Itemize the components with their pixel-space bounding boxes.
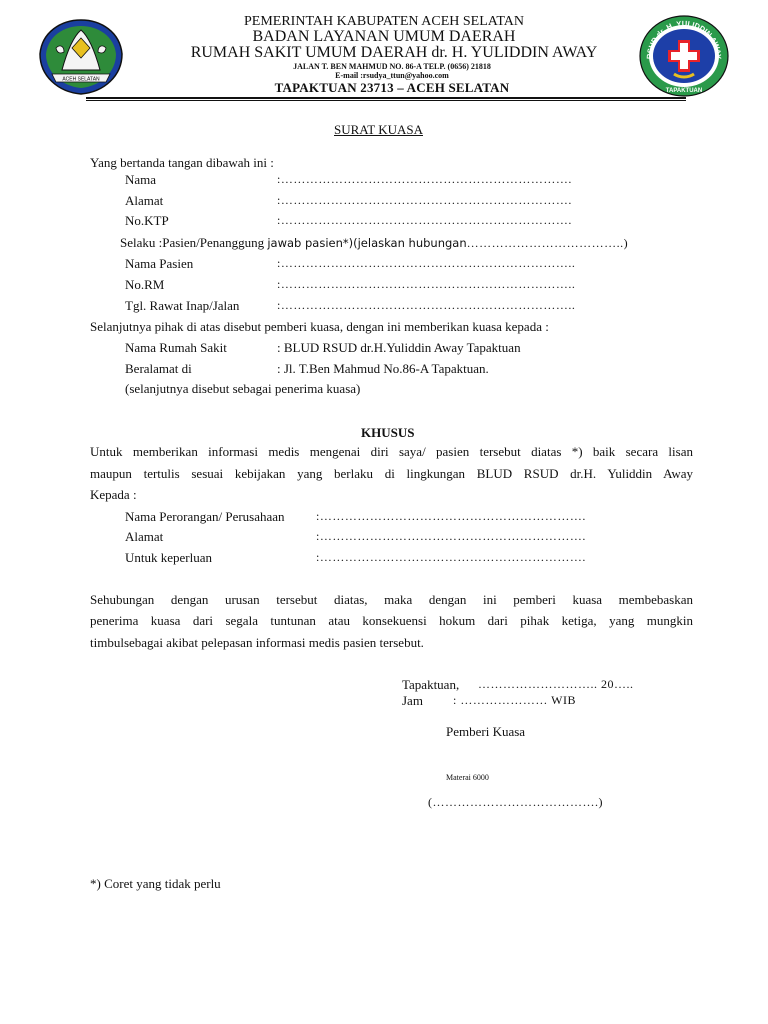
header-divider-thick xyxy=(86,97,686,99)
paragraph2-line1: Sehubungan dengan urusan tersebut diatas, maka dengan ini pemberi kuasa membebaskan xyxy=(90,592,693,607)
field-value-alamat: :……………………………………………………………. xyxy=(277,193,572,207)
logo-right-bottom: TAPAKTUAN xyxy=(665,88,703,94)
paragraph2-line3: timbulsebagai akibat pelepasan informasi medis pasien tersebut. xyxy=(90,635,424,650)
header-hospital-name: RUMAH SAKIT UMUM DAERAH dr. H. YULIDDIN AWAY xyxy=(190,44,598,61)
field-label-alamat2: Alamat xyxy=(125,529,164,544)
time-dots: : ………………… WIB xyxy=(453,693,576,707)
header-agency: BADAN LAYANAN UMUM DAERAH xyxy=(252,28,516,45)
field-value-keperluan: :………………………………………………………. xyxy=(316,550,586,564)
selaku-role: Selaku :Pasien/Penanggung xyxy=(120,235,268,250)
receiver-note: (selanjutnya disebut sebagai penerima kuasa) xyxy=(125,381,361,396)
signature-line: (………………………………….) xyxy=(428,795,603,809)
place-label: Tapaktuan, xyxy=(402,677,460,692)
paragraph1-line1: Untuk memberikan informasi medis mengenai diri saya/ pasien tersebut diatas *) baik secara lisan xyxy=(90,444,693,459)
header-city: TAPAKTUAN 23713 – ACEH SELATAN xyxy=(274,80,510,95)
paragraph1-line3: Kepada : xyxy=(90,487,137,502)
document-title: SURAT KUASA xyxy=(334,122,423,137)
field-label-perorangan: Nama Perorangan/ Perusahaan xyxy=(125,509,285,524)
paragraph2-line2: penerima kuasa dari segala tuntunan atau konsekuensi hokum dari pihak ketiga, yang mungkin xyxy=(90,613,693,628)
time-label: Jam xyxy=(402,693,423,708)
selanjutnya-text: Selanjutnya pihak di atas disebut pemberi kuasa, dengan ini memberikan kuasa kepada : xyxy=(90,319,549,334)
field-value-nama: :……………………………………………………………. xyxy=(277,172,572,186)
place-date-dots: ……………………….. 20….. xyxy=(478,677,634,691)
field-value-ktp: :……………………………………………………………. xyxy=(277,213,572,227)
field-label-ktp: No.KTP xyxy=(125,213,169,228)
selaku-relation: jawab pasien*)(jelaskan hubungan xyxy=(267,236,467,250)
field-label-tgl-rawat: Tgl. Rawat Inap/Jalan xyxy=(125,298,240,313)
field-label-no-rm: No.RM xyxy=(125,277,165,292)
header-divider-thin xyxy=(86,100,686,101)
logo-left-banner: ACEH SELATAN xyxy=(62,76,100,83)
field-label-keperluan: Untuk keperluan xyxy=(125,550,213,565)
receiver-label-address: Beralamat di xyxy=(125,361,192,376)
field-value-perorangan: :………………………………………………………. xyxy=(316,509,586,523)
selaku-dots: ………………………………..) xyxy=(466,236,629,250)
field-value-no-rm: :…………………………………………………………….. xyxy=(277,277,576,291)
selaku-line xyxy=(120,234,628,252)
khusus-heading: KHUSUS xyxy=(361,425,415,440)
field-value-alamat2: :………………………………………………………. xyxy=(316,529,586,543)
header-address: JALAN T. BEN MAHMUD NO. 86-A TELP. (0656) 21818 xyxy=(293,62,491,71)
giver-label: Pemberi Kuasa xyxy=(446,724,526,739)
field-value-tgl-rawat: :…………………………………………………………….. xyxy=(277,298,576,312)
receiver-label-name: Nama Rumah Sakit xyxy=(125,340,227,355)
stamp-note: Materai 6000 xyxy=(446,773,489,782)
logo-right-ring: RSUD dr. H. YULIDDIN AWAY xyxy=(644,18,724,60)
header-government: PEMERINTAH KABUPATEN ACEH SELATAN xyxy=(244,14,524,29)
footnote: *) Coret yang tidak perlu xyxy=(90,876,221,891)
paragraph1-line2: maupun tertulis sesuai kebijakan yang berlaku di lingkungan BLUD RSUD dr.H. Yuliddin Away xyxy=(90,466,693,481)
field-label-nama: Nama xyxy=(125,172,157,187)
field-label-nama-pasien: Nama Pasien xyxy=(125,256,194,271)
receiver-value-name: : BLUD RSUD dr.H.Yuliddin Away Tapaktuan xyxy=(277,340,521,355)
field-label-alamat: Alamat xyxy=(125,193,164,208)
field-value-nama-pasien: :…………………………………………………………….. xyxy=(277,256,576,270)
receiver-value-address: : Jl. T.Ben Mahmud No.86-A Tapaktuan. xyxy=(277,361,489,376)
header-email: E-mail :rsudya_ttun@yahoo.com xyxy=(335,71,449,80)
intro-text: Yang bertanda tangan dibawah ini : xyxy=(90,155,274,170)
